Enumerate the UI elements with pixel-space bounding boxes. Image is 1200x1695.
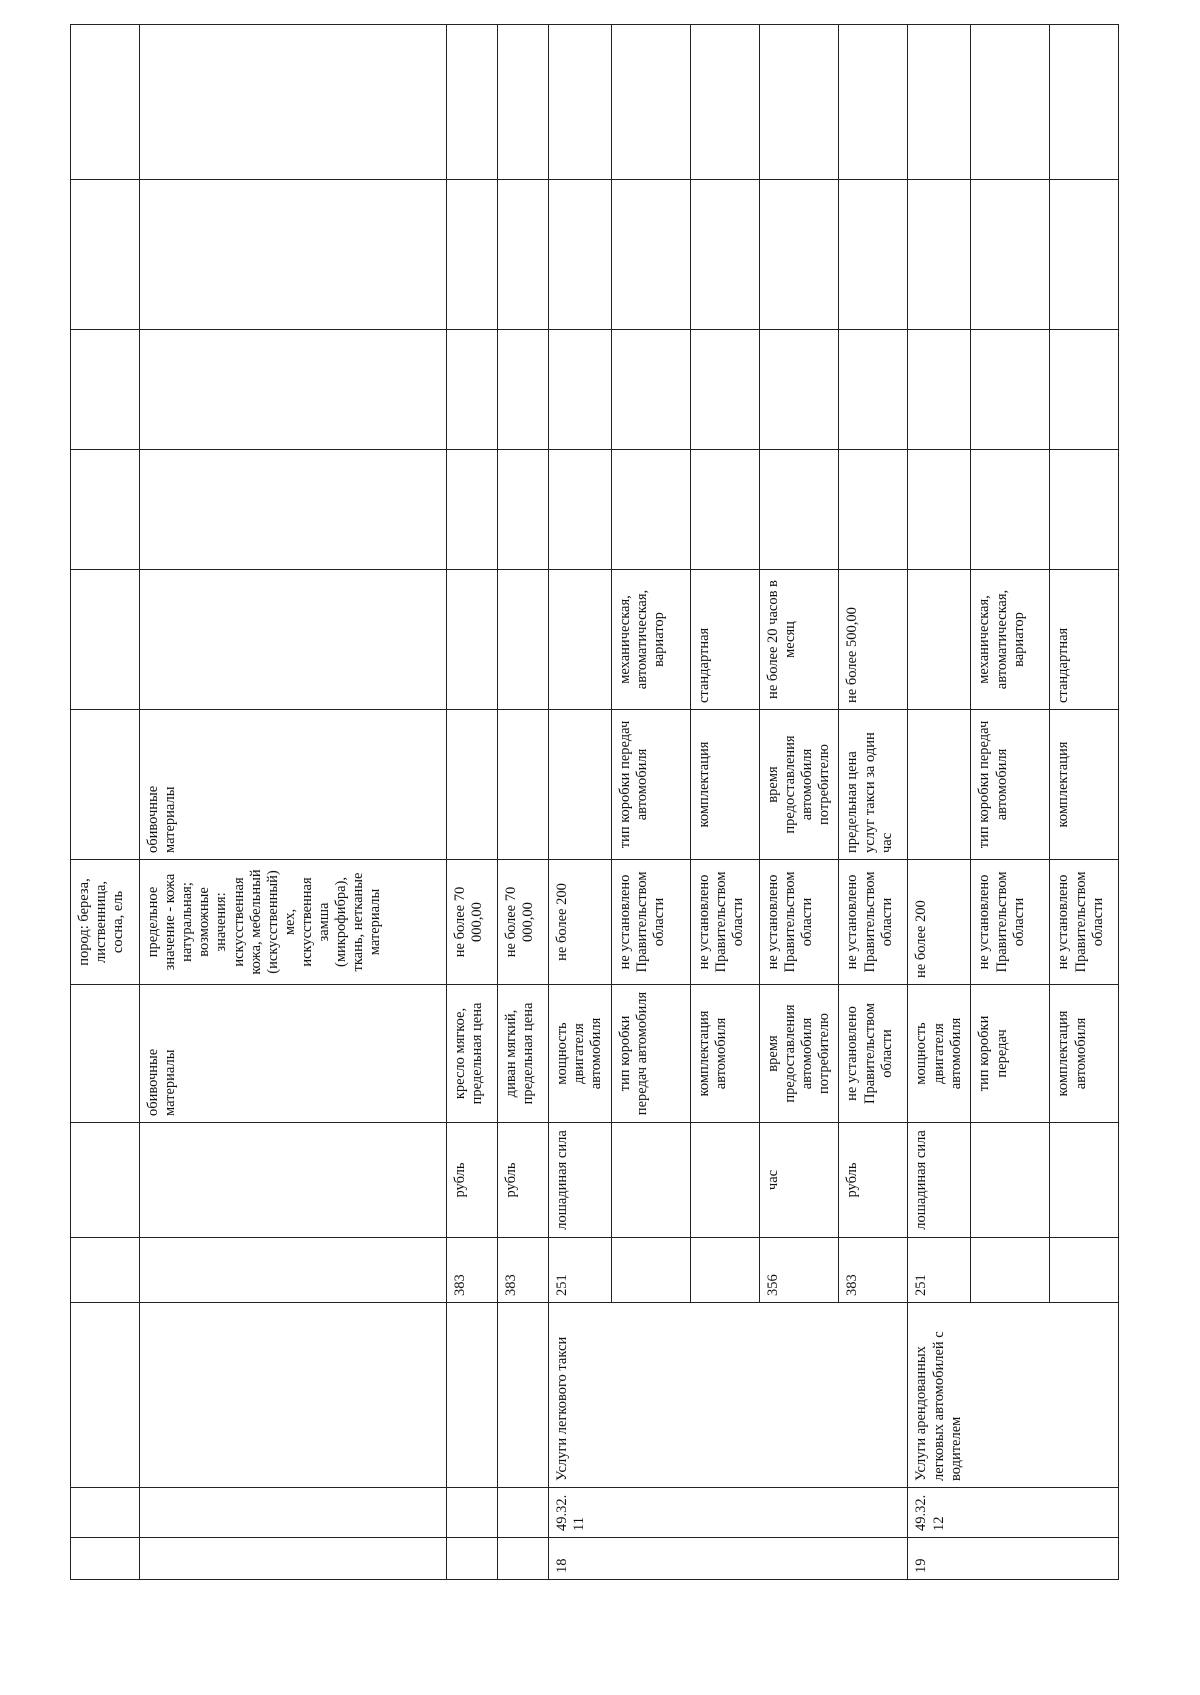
cell xyxy=(140,1238,447,1303)
cell xyxy=(908,450,971,570)
cell: 383 xyxy=(447,1238,498,1303)
cell: 251 xyxy=(908,1238,971,1303)
cell: комплектация xyxy=(691,710,760,860)
cell xyxy=(498,25,549,180)
cell: пород: береза, лиственница, сосна, ель xyxy=(71,860,140,985)
cell xyxy=(140,180,447,330)
cell xyxy=(839,330,908,450)
table-row xyxy=(498,25,549,1580)
cell: 383 xyxy=(498,1238,549,1303)
cell xyxy=(908,570,971,710)
cell: не установлено Правительством области xyxy=(691,860,760,985)
cell: тип коробки передач автомобиля xyxy=(971,710,1050,860)
cell xyxy=(612,450,691,570)
cell xyxy=(549,710,612,860)
cell xyxy=(71,180,140,330)
cell xyxy=(612,330,691,450)
cell: не установлено Правительством области xyxy=(612,860,691,985)
cell: мощность двигателя автомобиля xyxy=(549,985,612,1123)
cell: кресло мягкое, предельная цена xyxy=(447,985,498,1123)
cell xyxy=(140,1488,447,1538)
cell: не установлено Правительством области xyxy=(971,860,1050,985)
cell xyxy=(760,330,839,450)
cell xyxy=(908,180,971,330)
cell xyxy=(1050,450,1119,570)
row-number: 19 xyxy=(908,1538,1119,1580)
cell xyxy=(612,1123,691,1238)
cell xyxy=(1050,1123,1119,1238)
cell xyxy=(447,1303,498,1488)
cell xyxy=(549,450,612,570)
cell: не более 200 xyxy=(908,860,971,985)
cell xyxy=(760,25,839,180)
cell xyxy=(498,180,549,330)
okpd-code: 49.32.11 xyxy=(549,1488,908,1538)
cell xyxy=(447,25,498,180)
cell xyxy=(1050,330,1119,450)
cell xyxy=(140,570,447,710)
cell: 383 xyxy=(839,1238,908,1303)
cell xyxy=(691,450,760,570)
cell xyxy=(140,450,447,570)
cell: предельное значение - кожа натуральная; возможные значения: искусственная кожа, мебельный (искусственный) мех, искусственная замша (микрофибра), ткань, нетканые материалы xyxy=(140,860,447,985)
cell xyxy=(549,25,612,180)
cell: комплектация xyxy=(1050,710,1119,860)
cell xyxy=(971,330,1050,450)
cell xyxy=(971,450,1050,570)
cell xyxy=(691,1123,760,1238)
cell xyxy=(71,1538,140,1580)
cell xyxy=(447,330,498,450)
cell: рубль xyxy=(839,1123,908,1238)
cell: обивочные материалы xyxy=(140,710,447,860)
cell: рубль xyxy=(447,1123,498,1238)
cell: время предоставления автомобиля потребителю xyxy=(760,710,839,860)
requirements-table xyxy=(70,24,1119,1580)
cell xyxy=(447,710,498,860)
cell xyxy=(908,25,971,180)
cell xyxy=(691,25,760,180)
cell xyxy=(1050,1238,1119,1303)
table-row xyxy=(447,25,498,1580)
table-row xyxy=(71,25,140,1580)
cell xyxy=(908,710,971,860)
cell xyxy=(140,1123,447,1238)
cell xyxy=(71,1488,140,1538)
row-number: 18 xyxy=(549,1538,908,1580)
cell: не более 70 000,00 xyxy=(447,860,498,985)
cell: предельная цена услуг такси за один час xyxy=(839,710,908,860)
cell: лошадиная сила xyxy=(549,1123,612,1238)
cell xyxy=(498,710,549,860)
cell: не более 70 000,00 xyxy=(498,860,549,985)
cell xyxy=(612,1238,691,1303)
cell xyxy=(549,330,612,450)
cell xyxy=(839,180,908,330)
cell xyxy=(498,450,549,570)
rotated-table-container xyxy=(70,25,1106,1580)
cell xyxy=(140,25,447,180)
cell: лошадиная сила xyxy=(908,1123,971,1238)
cell xyxy=(1050,180,1119,330)
cell: тип коробки передач автомобиля xyxy=(612,985,691,1123)
cell xyxy=(447,450,498,570)
cell xyxy=(71,1303,140,1488)
cell xyxy=(612,25,691,180)
cell xyxy=(760,450,839,570)
cell: не более 500,00 xyxy=(839,570,908,710)
cell xyxy=(71,1123,140,1238)
cell: не установлено Правительством области xyxy=(760,860,839,985)
table-row xyxy=(908,25,971,1580)
cell: рубль xyxy=(498,1123,549,1238)
cell: механическая, автоматическая, вариатор xyxy=(612,570,691,710)
cell xyxy=(498,1488,549,1538)
cell: стандартная xyxy=(691,570,760,710)
cell: час xyxy=(760,1123,839,1238)
cell xyxy=(71,1238,140,1303)
cell: тип коробки передач xyxy=(971,985,1050,1123)
cell: мощность двигателя автомобиля xyxy=(908,985,971,1123)
cell xyxy=(839,450,908,570)
cell xyxy=(971,1123,1050,1238)
cell xyxy=(447,1488,498,1538)
cell: 251 xyxy=(549,1238,612,1303)
cell xyxy=(140,330,447,450)
cell: не более 200 xyxy=(549,860,612,985)
cell: не более 20 часов в месяц xyxy=(760,570,839,710)
cell xyxy=(447,1538,498,1580)
cell xyxy=(498,570,549,710)
cell xyxy=(971,1238,1050,1303)
cell xyxy=(498,330,549,450)
cell xyxy=(1050,25,1119,180)
cell: не установлено Правительством области xyxy=(839,860,908,985)
cell: комплектация автомобиля xyxy=(691,985,760,1123)
cell xyxy=(908,330,971,450)
cell: не установлено Правительством области xyxy=(839,985,908,1123)
cell xyxy=(71,450,140,570)
okpd-code: 49.32.12 xyxy=(908,1488,1119,1538)
service-name: Услуги арендованных легковых автомобилей с водителем xyxy=(908,1303,1119,1488)
cell xyxy=(971,180,1050,330)
cell xyxy=(760,180,839,330)
cell xyxy=(71,25,140,180)
cell xyxy=(549,570,612,710)
cell xyxy=(971,25,1050,180)
cell xyxy=(549,180,612,330)
cell: 356 xyxy=(760,1238,839,1303)
cell xyxy=(447,570,498,710)
cell xyxy=(71,570,140,710)
service-name: Услуги легкового такси xyxy=(549,1303,908,1488)
cell: комплектация автомобиля xyxy=(1050,985,1119,1123)
table-row xyxy=(549,25,612,1580)
cell xyxy=(612,180,691,330)
cell: не установлено Правительством области xyxy=(1050,860,1119,985)
cell: тип коробки передач автомобиля xyxy=(612,710,691,860)
cell xyxy=(498,1538,549,1580)
table-row xyxy=(140,25,447,1580)
cell: диван мягкий, предельная цена xyxy=(498,985,549,1123)
cell: время предоставления автомобиля потребителю xyxy=(760,985,839,1123)
cell: стандартная xyxy=(1050,570,1119,710)
cell xyxy=(691,1238,760,1303)
cell xyxy=(71,710,140,860)
cell xyxy=(71,985,140,1123)
cell: механическая, автоматическая, вариатор xyxy=(971,570,1050,710)
cell xyxy=(140,1303,447,1488)
cell xyxy=(71,330,140,450)
cell xyxy=(691,180,760,330)
cell xyxy=(691,330,760,450)
cell: обивочные материалы xyxy=(140,985,447,1123)
cell xyxy=(498,1303,549,1488)
cell xyxy=(447,180,498,330)
cell xyxy=(140,1538,447,1580)
cell xyxy=(839,25,908,180)
